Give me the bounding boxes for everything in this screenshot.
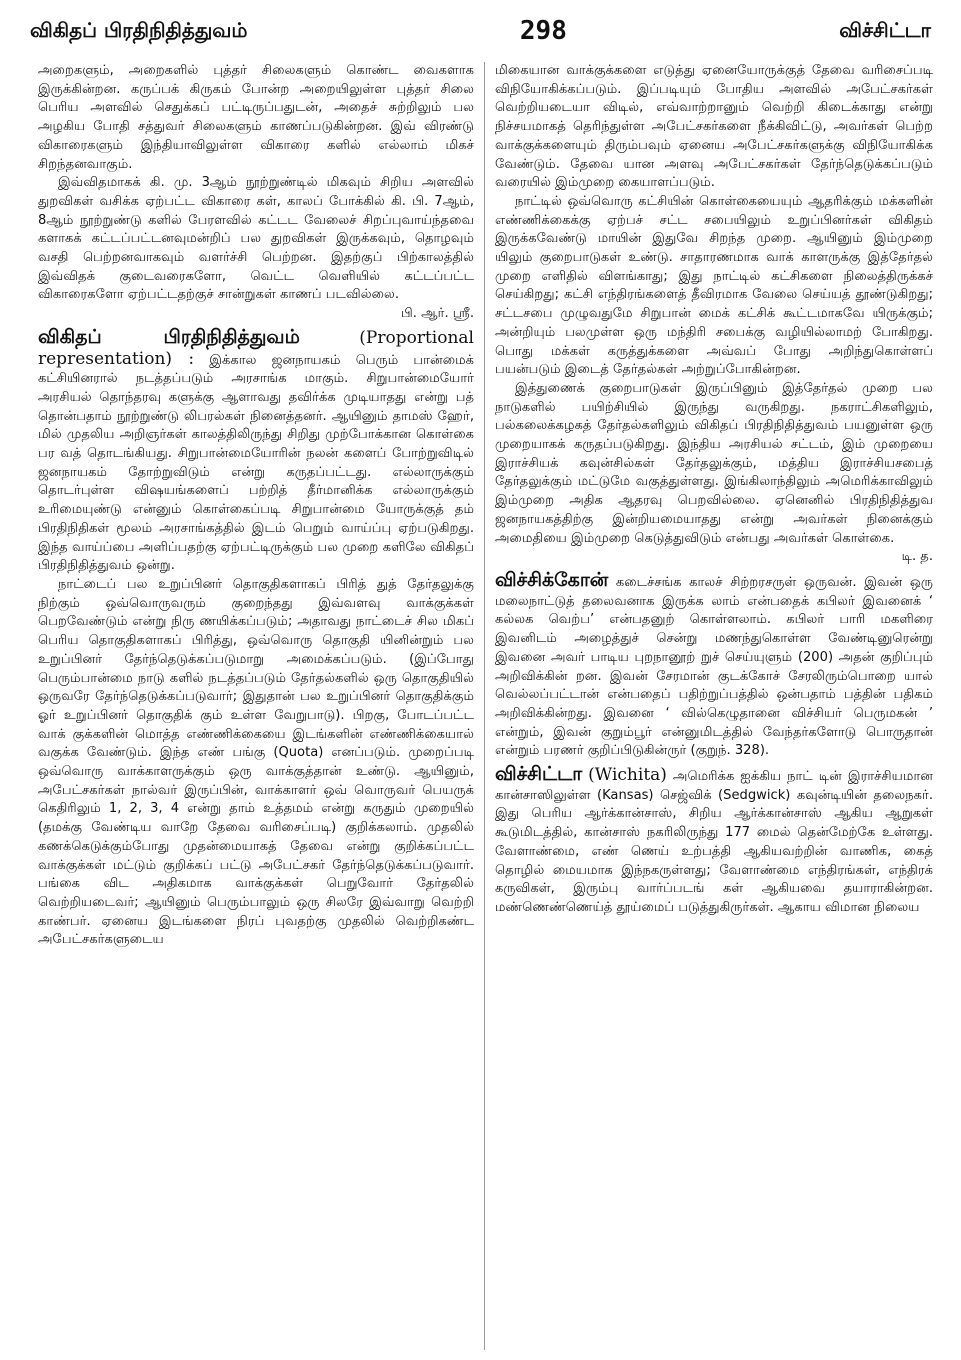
entry-text: அமெரிக்க ஐக்கிய நாட் டின் இராச்சியமான கான்சாஸிலுள்ள (Kansas) செஜ்விக் (Sedgwick) கவுன்டியின் தலைநகர். இது பெரிய ஆர்க்கான்சாஸ், சிறிய ஆர்க்கான்சாஸ் ஆகிய ஆறுகள் கூடுமிடத்தில், கான்சாஸ் நகரிலிருந்து 177 மைல் தென்மேற்கே உள்ளது. வேளாண்மை, எண் ணெய் உற்பத்தி ஆகியவற்றின் வாணிக, கைத் தொழில் மையமாக இந்நகருள்ளது; வேளாண்மை எந்திரங்கள், எந்திரக் கருவிகள், இரும்பு வார்ப்படங் கள் ஆகியவை தயாராகின்றன. மண்ணெண்ணெய்த் தூய்மைப் படுத்துகிருர்கள். ஆகாய விமான நிலைய [495, 769, 933, 915]
entry-title: விச்சிட்டா [495, 763, 583, 786]
entry-paragraph [38, 325, 474, 576]
right-column [495, 62, 933, 1350]
entry-latin-title: (Proportional representation) : [38, 327, 474, 369]
paragraph: நாட்டைப் பல உறுப்பினர் தொகுதிகளாகப் பிரித் துத் தேர்தலுக்கு நிற்கும் ஒவ்வொருவரும் குறைந்தது இவ்வளவு வாக்குக்கள் பெறவேண்டும் என்று நிரு ணயிக்கப்படும்; அதாவது நாட்டைச் சில மிகப் பெரிய தொகுதிகளாகப் பிரித்து, ஒவ்வொரு தொகுதி யினின்றும் பல உறுப்பினர் தேர்ந்தெடுக்கப்படுமாறு அமைக்கப்படும். (இப்போது பெரும்பான்மை நாடு களில் நடத்தப்படும் தேர்தல்களில் ஒரு தொகுதியில் ஒருவரே தேர்ந்தெடுக்கப்படுவார்; இதுதான் பல உறுப்பினர் தொகுதிக்கும் ஓர் உறுப்பினர் தொகுதிக் கும் உள்ள வேறுபாடு). பிறகு, போடப்பட்ட வாக் குக்களின் மொத்த எண்ணிக்கையை இடங்களின் எண்ணிக்கையால் வகுக்க வேண்டும். இந்த எண் பங்கு (Quota) எனப்படும். முறைப்படி ஒவ்வொரு வாக்காளருக்கும் ஒரு வாக்குத்தான் உண்டு. ஆயினும், அபேட்சகர்கள் நால்வர் இருப்பின், வாக்காளர் ஒவ் வொருவர் பெயருக் கெதிரிலும் 1, 2, 3, 4 என்று தாம் உத்தமம் என்று கருதும் முறையில் (தமக்கு வேண்டிய வாறே தேவை வரிசைப்படி) குறிக்கலாம். முதலில் கணக்கெடுக்கும்போது முதன்மையாகத் தேவை என்று குறிக்கப்பட்ட வாக்குக்கள் மட்டும் குறிக்கப் பட்டு அபேட்சகர் தேர்ந்தெடுக்கப்படுவார். பங்கை விட அதிகமாக வாக்குக்கள் பெறுவோர் தேர்தலில் வெற்றியடைவர்; ஆயினும் பெரும்பாலும் ஒரு சிலரே இவ்வாறு வெற்றி காண்பர். ஏனைய இடங்களை நிரப் புவதற்கு முதலில் வெற்றிகண்ட அபேட்சகர்களுடைய [38, 576, 474, 948]
paragraph: அறைகளும், அறைகளில் புத்தர் சிலைகளும் கொண்ட வைகளாக இருக்கின்றன. கருப்பக் கிருகம் போன்ற அறையிலுள்ள புத்தர் சிலை பெரிய அளவில் செதுக்கப் பட்டிருப்பதுடன், அதைச் சுற்றிலும் பல அழகிய போதி சத்துவர் சிலைகளும் காணப்படுகின்றன. இவ் விரண்டு விகாரைகளும் இந்தியாவிலுள்ள விகாரை களில் எல்லாம் மிகச் சிறந்தனவாகும். [38, 63, 474, 172]
running-header [30, 10, 931, 52]
entry-paragraph [495, 765, 933, 918]
left-column [38, 62, 474, 1350]
entry-title: விச்சிக்கோன் [495, 568, 609, 591]
column-divider [484, 62, 485, 1350]
entry-paragraph [495, 568, 933, 761]
entry-text: இக்கால ஜனநாயகம் பெரும் பான்மைக் கட்சியினரால் நடத்தப்படும் அரசாங்க மாகும். சிறுபான்மையோர் அரசியல் தொந்தரவு களுக்கு ஆளாவது தவிர்க்க முடியாதது என்று பத் தொன்பதாம் நூற்றுண்டு லிபரல்கள் நினைத்தனர். ஆயினும் தாமஸ் ஹேர், மில் முதலிய அறிஞர்கள் காலத்திலிருந்து சிறிது முற்போக்கான கொள்கை பர வத் தொடங்கியது. சிறுபான்மையோரின் நலன் களைப் போற்றுவிடில் ஜனநாயகம் தோற்றுவிடும் என்று கருதப்பட்டது. எல்லாருக்கும் தொடர்புள்ள விஷயங்களைப் பற்றித் தீர்மானிக்க எல்லாருக்கும் உரிமையுண்டு என்னும் கொள்கைப்படி சிறுபான்மை யோருக்குத் தம் பிரதிநிதிகள் மூலம் அரசாங்கத்தில் இடம் பெறும் வாய்ப்பு ஏற்படுகிறது. இந்த வாய்ப்பை அளிப்பதற்கு ஏற்பட்டிருக்கும் பல முறை களிலே விகிதப் பிரதிநிதித்துவம் ஒன்று. [38, 352, 474, 574]
entry-title: விகிதப் பிரதிநிதித்துவம் [38, 325, 300, 348]
paragraph: இத்துணைக் குறைபாடுகள் இருப்பினும் இத்தேர்தல் முறை பல நாடுகளில் பயிற்சியில் இருந்து வருகிறது. நகராட்சிகளிலும், பல்கலைக்கழகத் தேர்தல்களிலும் விகிதப் பிரதிநிதித்துவம் பயனுள்ள ஒரு முறையாகக் கருதப்படுகிறது. இந்திய அரசியல் சட்டம், இம் முறையை இராச்சியக் கவுன்சில்கள் தேர்தலுக்கும், மத்திய இராச்சியசபைத் தேர்தலுக்கும் மட்டுமே வகுத்துள்ளது. இங்கிலாந்திலும் அமெரிக்காவிலும் இம்முறை அதிக ஆதரவு பெறவில்லை. ஏனெனில் பிரதிநிதித்துவ ஜனநாயகத்திற்கு இன்றியமையாதது என்று அவர்கள் நினைக்கும் அமைதியை இம்முறை கெடுத்துவிடும் என்பது அவர்கள் கொள்கை. [495, 380, 933, 546]
entry-latin-title: (Wichita) [588, 765, 667, 786]
paragraph: இவ்விதமாகக் கி. மு. 3ஆம் நூற்றுண்டில் மிகவும் சிறிய அளவில் துறவிகள் வசிக்க ஏற்பட்ட விகாரை கள், காலப் போக்கில் கி. பி. 7ஆம், 8ஆம் நூற்றுண்டு களில் பேரளவில் கட்டட வேலைச் சிறப்புவாய்ந்தவை களாகக் கட்டப்பட்டனவுமன்றிப் பல துறவிகள் இருக்கவும், தொழவும் வசதி பெற்றனவாகவும் வளர்ச்சி பெற்றன. இதற்குப் பிற்காலத்தில் இவ்விதக் குடைவரைகளோ, வெட்ட வெளியில் கட்டப்பட்ட விகாரைகளோ ஏற்பட்டதற்குச் சான்றுகள் காணப் படவில்லை. [38, 175, 474, 303]
header-right-title: விச்சிட்டா [839, 17, 931, 42]
paragraph: நாட்டில் ஒவ்வொரு கட்சியின் கொள்கையையும் ஆதரிக்கும் மக்களின் எண்ணிக்கைக்கு ஏற்பச் சட்ட சபையிலும் உறுப்பினர்கள் விகிதம் இருக்கவேண்டு மாயின் இதுவே சிறந்த முறை. ஆயினும் இம்முறை யிலும் குறைபாடுகள் உண்டு. சாதாரணமாக வாக் காளருக்கு இத்தேர்தல் முறை எளிதில் விளங்காது; இது நாட்டில் கட்சிகளை நிலைத்திருக்கச் செய்கிறது; கட்சி எந்திரங்களைத் தீவிரமாக வேலை செய்யத் தூண்டுகிறது; சட்டசபை முழுவதுமே சிறுபான் மைக் கட்சிக் கூட்டமாகவே யிருக்கும்; அன்றியும் பலமுள்ள ஒரு மந்திரி சபைக்கு வழியில்லாமற் போகிறது. பொது மக்கள் கருத்துக்களை அவ்வப் போது அறிந்துகொள்ளப் பயன்படும் இடைத் தேர்தல்கள் அற்றுப்போகின்றன. [495, 193, 933, 378]
author-signature: பி. ஆர். ஸ்ரீ. [400, 306, 474, 322]
author-signature: டி. த. [901, 549, 933, 565]
header-left-title: விகிதப் பிரதிநிதித்துவம் [30, 17, 248, 42]
paragraph: மிகையான வாக்குக்களை எடுத்து ஏனையோருக்குத் தேவை வரிசைப்படி விநியோகிக்கப்படும். இப்படியும் போதிய அளவில் அபேட்சகர்கள் வெற்றியடையா விடில், எவ்வாற்றானும் வெற்றி கிடைக்காது என்று நிச்சயமாகத் தெரிந்துள்ள அபேட்சகர்களை நீக்கிவிட்டு, அவர்கள் பெற்ற வாக்குக்களையும் திரும்பவும் ஏனைய அபேட்சகர்களுக்கு விநியோகிக்க வேண்டும். தேவை யான அளவு அபேட்சகர்கள் தேர்ந்தெடுக்கப்படும் வரையில் இம்முறை கையாளப்படும். [495, 63, 933, 191]
entry-text: கடைச்சங்க காலச் சிற்றரசருள் ஒருவன். இவன் ஒரு மலைநாட்டுத் தலைவனாக இருக்க லாம் என்பதைக் கபிலர் இவனைக் ‘ கல்லக வெற்ப’ என்பதனுற் கொள்ளலாம். கபிலர் பாரி மகளிரை இவனிடம் அழைத்துச் சென்று மணந்துகொள்ள வேண்டினுரென்று இவனை அவர் பாடிய புறநானூற் றுச் செய்யுளும் (200) அதன் குறிப்பும் அறிவிக்கின் றன. இவன் சேரமான் குடக்கோச் சேரலிரும்பொறை யால் வெல்லப்பட்டான் என்பதைப் பதிற்றுப்பத்தில் ஒன்பதாம் பத்தின் பதிகம் அறிவிக்கின்றது. இவனை ‘ வில்கெழுதானை விச்சியர் பெருமகன் ’ என்றும், இவன் குறும்பூர் என்னுமிடத்தில் வேந்தர்களோடு பொருதான் என்றும் பரணர் குறிப்பிடுகின்ருர் (குறுந். 328). [495, 574, 933, 759]
page-number: 298 [519, 16, 567, 46]
